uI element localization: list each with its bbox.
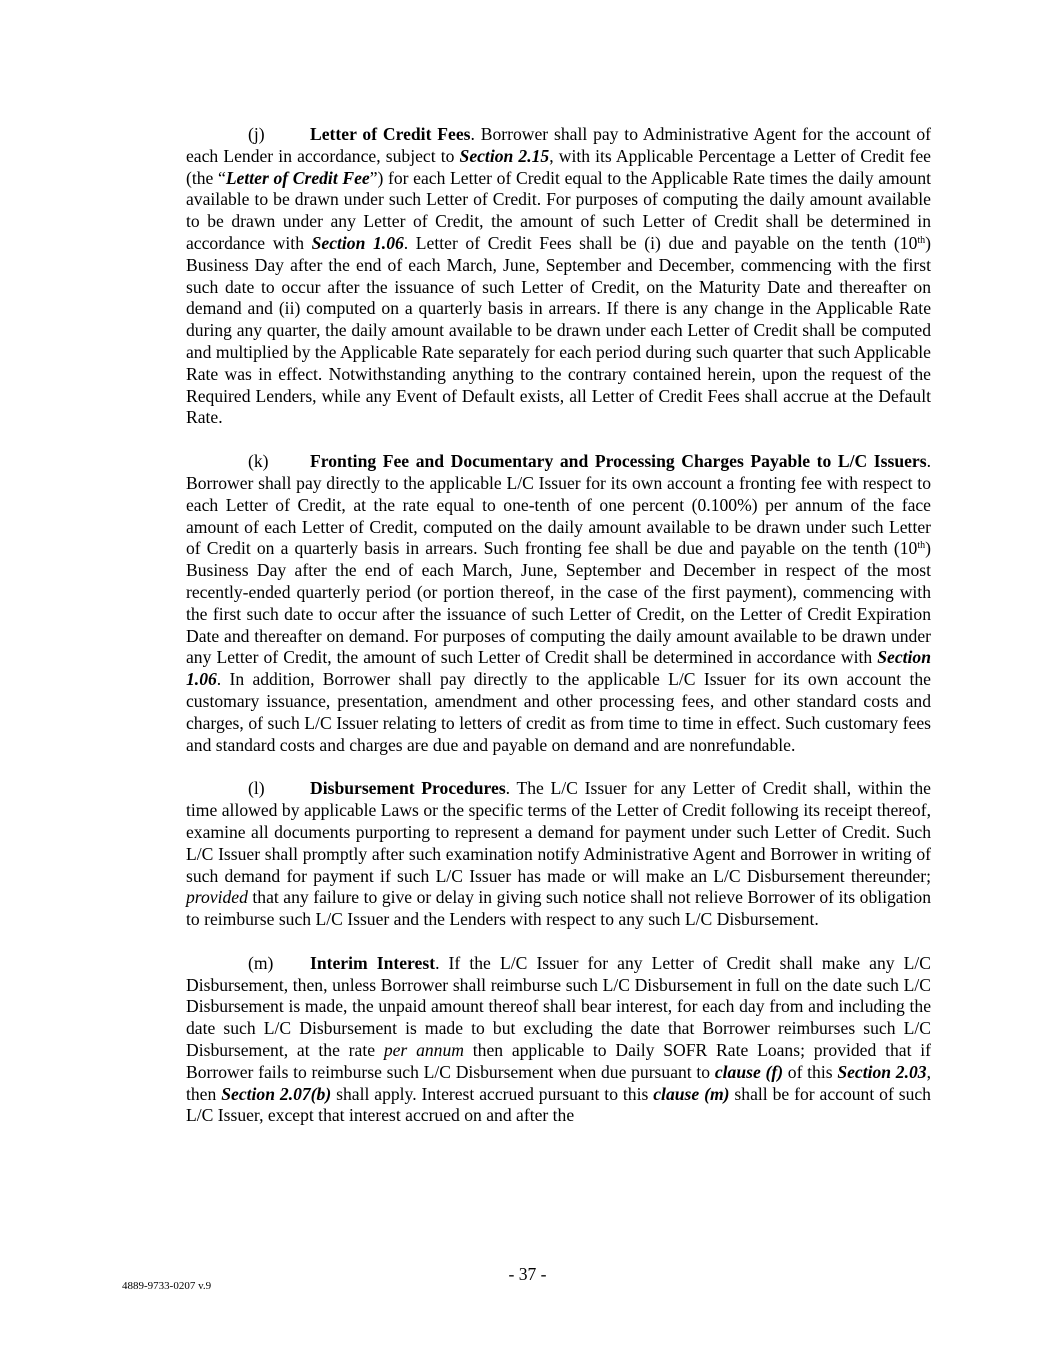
paragraph-m — [186, 953, 931, 1127]
paragraph-text: . Borrower shall pay to Administrative Agent for the account of each Lender in accordance, subject to — [186, 124, 931, 166]
paragraph-label: (l) — [248, 778, 265, 799]
paragraph-text: ”) for each Letter of Credit equal to the Applicable Rate times the daily amount available to be drawn under such Letter of Credit. For purposes of computing the daily amount available to be drawn under any Letter of Credit, the amount of such Letter of Credit shall be determined in accordance with — [186, 167, 932, 253]
section-reference: Section 1.06 — [186, 647, 931, 690]
ordinal-suffix: th — [917, 234, 926, 246]
paragraph-l — [186, 778, 931, 931]
paragraph-text: , with its Applicable Percentage a Letter of Credit fee (the “ — [186, 145, 931, 188]
clause-reference: clause (m) — [653, 1083, 730, 1104]
section-reference: Section 2.15 — [459, 145, 550, 166]
paragraph-text: . In addition, Borrower shall pay directly to the applicable L/C Issuer for its own account the customary issuance, presentation, amendment and other processing fees, and other standard costs and charges, of such L/C Issuer relating to letters of credit as from time to time in effect. Such customary fees and standard costs and charges are due and payable on demand and are nonrefundable. — [186, 669, 931, 755]
section-reference: Section 2.03 — [837, 1061, 927, 1082]
document-id: 4889-9733-0207 v.9 — [122, 1280, 212, 1292]
paragraph-text: ) Business Day after the end of each March, June, September and December in respect of the most recently-ended quarterly period (or portion thereof, in the case of the first payment), commencing with the first such date to occur after the issuance of such Letter of Credit, on the Letter of Credit Expiration Date and thereafter on demand. For purposes of computing the daily amount available to be drawn under any Letter of Credit, the amount of such Letter of Credit shall be determined in accordance with — [186, 538, 931, 668]
paragraph-heading: Disbursement Procedures — [310, 778, 506, 799]
emphasis-text: provided — [186, 887, 248, 908]
paragraph-heading: Interim Interest — [310, 952, 436, 973]
paragraph-label: (j) — [248, 124, 265, 144]
paragraph-text: . Letter of Credit Fees shall be (i) due and payable on the tenth (10 — [403, 232, 918, 253]
paragraph-text: . The L/C Issuer for any Letter of Credit shall, within the time allowed by applicable Laws or the specific terms of the Letter of Credit following its receipt thereof, examine all documents purporting to represent a demand for payment under such Letter of Credit. Such L/C Issuer shall promptly after such examination notify Administrative Agent and Borrower in writing of such demand for payment if such L/C Issuer has made or will make an L/C Disbursement thereunder; — [186, 778, 931, 886]
clause-reference: clause (f) — [714, 1061, 784, 1082]
paragraph-text: shall be for account of such L/C Issuer, except that interest accrued on and after the — [186, 1083, 931, 1126]
paragraph-text: . Borrower shall pay directly to the applicable L/C Issuer for its own account a fronting fee with respect to each Letter of Credit, at the rate equal to one-tenth of one percent (0.100%) per annum of the face amount of each Letter of Credit, computed on the daily amount available to be drawn under such Letter of Credit on a quarterly basis in arrears. Such fronting fee shall be due and payable on the tenth (10 — [186, 451, 931, 559]
paragraph-j — [186, 124, 931, 429]
page-number: - 37 - — [508, 1264, 547, 1284]
paragraph-text: that any failure to give or delay in giving such notice shall not relieve Borrower of its obligation to reimburse such L/C Issuer and the Lenders with respect to any such L/C Disbursement. — [186, 887, 931, 930]
paragraph-text: . If the L/C Issuer for any Letter of Credit shall make any L/C Disbursement, then, unless Borrower shall reimburse such L/C Disbursement in full on the date such L/C Disbursement is made, the unpaid amount thereof shall bear interest, for each day from and including the date such L/C Disbursement is made to but excluding the date that Borrower reimburses such L/C Disbursement, at the rate — [186, 952, 932, 1061]
paragraph-label: (k) — [248, 451, 269, 472]
paragraph-text: , then — [186, 1061, 931, 1104]
emphasis-text: per annum — [383, 1040, 464, 1061]
paragraph-k — [186, 451, 931, 756]
paragraph-text: of this — [783, 1061, 838, 1082]
paragraph-heading: Fronting Fee and Documentary and Processing Charges Payable to L/C Issuers — [310, 451, 927, 472]
section-reference: Section 1.06 — [311, 232, 404, 253]
paragraph-text: shall apply. Interest accrued pursuant to this — [331, 1083, 654, 1104]
document-body — [186, 124, 931, 1149]
paragraph-text: ) Business Day after the end of each March, June, September and December, commencing with the first such date to occur after the issuance of such Letter of Credit, on the Maturity Date and thereafter on demand and (ii) computed on a quarterly basis in arrears. If there is any change in the Applicable Rate during any quarter, the daily amount available to be drawn under each Letter of Credit shall be computed and multiplied by the Applicable Rate separately for each period during such quarter that such Applicable Rate was in effect. Notwithstanding anything to the contrary contained herein, upon the request of the Required Lenders, while any Event of Default exists, all Letter of Credit Fees shall accrue at the Default Rate. — [186, 232, 932, 428]
section-reference: Section 2.07(b) — [221, 1083, 332, 1104]
ordinal-suffix: th — [917, 540, 926, 552]
paragraph-label: (m) — [248, 952, 274, 973]
paragraph-text: then applicable to Daily SOFR Rate Loans; provided that if Borrower fails to reimburse such L/C Disbursement when due pursuant to — [186, 1040, 931, 1082]
paragraph-heading: Letter of Credit Fees — [310, 124, 471, 144]
defined-term: Letter of Credit Fee — [225, 167, 370, 188]
